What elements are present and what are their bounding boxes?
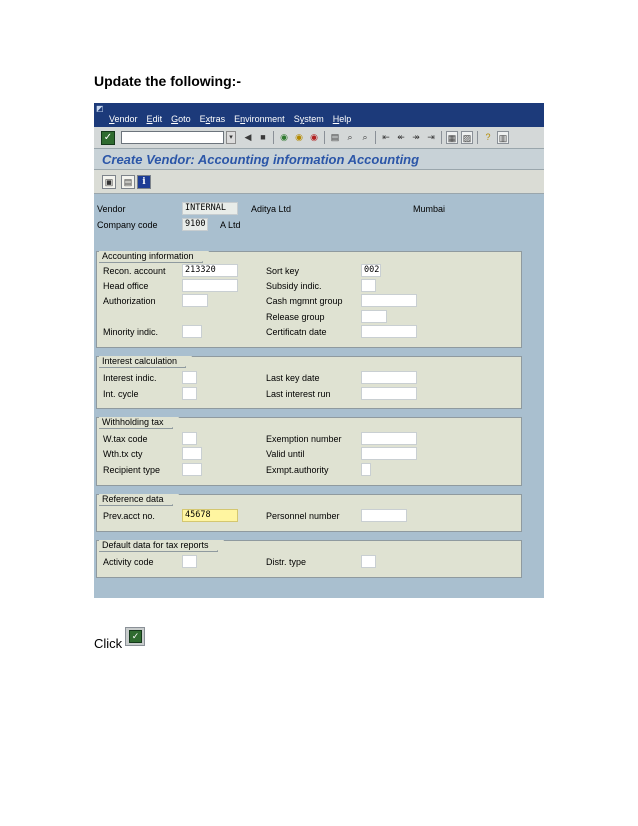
menu-item[interactable] (109, 113, 138, 126)
certificatn-date-input[interactable] (361, 325, 417, 338)
recipient-type-input[interactable] (182, 463, 202, 476)
company-code-field: 9100 (182, 218, 208, 231)
toolbar-divider (324, 131, 325, 144)
menu-item[interactable] (294, 113, 324, 126)
exemption-number-label: Exemption number (266, 434, 342, 444)
last-page-icon[interactable]: ⇥ (427, 132, 435, 142)
exit-icon[interactable]: ◉ (295, 132, 303, 142)
toolbar-divider (273, 131, 274, 144)
distr-type-input[interactable] (361, 555, 376, 568)
reference-data-title: Reference data (99, 494, 173, 506)
distr-type-label: Distr. type (266, 557, 307, 567)
menu-item-text: E (199, 114, 206, 124)
enter-icon[interactable]: ✓ (101, 131, 115, 145)
screen-title: Create Vendor: Accounting information Accounting (102, 152, 420, 167)
menu-item-mnemonic: n (240, 114, 246, 124)
tax-reports-group (96, 540, 522, 578)
personnel-number-input[interactable] (361, 509, 407, 522)
toolbar-divider (441, 131, 442, 144)
back-icon[interactable]: ◉ (280, 132, 288, 142)
menu-items (94, 113, 360, 126)
menu-item[interactable] (200, 113, 226, 126)
help-icon[interactable]: ? (485, 132, 491, 142)
wtax-code-label: W.tax code (103, 434, 148, 444)
menu-item-mnemonic: E (146, 114, 153, 124)
print-icon[interactable]: ▤ (330, 132, 340, 142)
activity-code-input[interactable] (182, 555, 197, 568)
menu-item[interactable] (171, 113, 191, 126)
minority-indic-input[interactable] (182, 325, 202, 338)
menu-item-mnemonic: V (109, 114, 115, 124)
back-arrow-icon[interactable]: ◀ (244, 132, 252, 142)
prev-acct-label: Prev.acct no. (103, 511, 155, 521)
menu-item-text: tras (210, 114, 226, 124)
menu-item[interactable] (147, 113, 163, 126)
accounting-info-title: Accounting information (99, 251, 203, 263)
withholding-tax-title: Withholding tax (99, 417, 173, 429)
menu-item-mnemonic: H (332, 114, 340, 124)
standard-toolbar (94, 127, 544, 149)
release-group-input[interactable] (361, 310, 387, 323)
enter-icon: ✓ (129, 630, 142, 643)
application-toolbar (94, 170, 544, 194)
exemption-number-input[interactable] (361, 432, 417, 445)
company-code-label: Company code (97, 220, 158, 230)
interest-indic-label: Interest indic. (103, 373, 157, 383)
exmpt-authority-input[interactable] (361, 463, 371, 476)
toolbar-divider (477, 131, 478, 144)
subsidy-indic-input[interactable] (361, 279, 376, 292)
wth-country-input[interactable] (182, 447, 202, 460)
menu-item-text: S (293, 114, 300, 124)
head-office-label: Head office (103, 281, 149, 291)
layout-icon[interactable]: ▥ (498, 133, 508, 143)
activity-code-label: Activity code (103, 557, 154, 567)
certificatn-date-label: Certificatn date (266, 327, 327, 337)
recon-account-label: Recon. account (103, 266, 166, 276)
find-next-icon[interactable]: ⌕ (362, 132, 368, 142)
save-icon[interactable]: ■ (260, 132, 266, 142)
menu-item-text: elp (339, 114, 352, 124)
recon-account-input[interactable]: 213320 (182, 264, 238, 277)
menu-item-text: endor (114, 114, 138, 124)
click-instruction: Click (94, 636, 123, 651)
menu-item-mnemonic: x (205, 114, 211, 124)
prev-acct-input[interactable]: 45678 (182, 509, 238, 522)
authorization-label: Authorization (103, 296, 156, 306)
document-icon[interactable]: ▤ (121, 175, 135, 189)
last-key-date-label: Last key date (266, 373, 320, 383)
sap-window (94, 103, 544, 598)
document-heading: Update the following:- (94, 73, 241, 89)
menu-bar (94, 103, 544, 127)
vendor-city: Mumbai (413, 204, 446, 214)
personnel-number-label: Personnel number (266, 511, 340, 521)
cash-mgmt-group-label: Cash mgmnt group (266, 296, 343, 306)
menu-item-text: E (234, 114, 241, 124)
authorization-input[interactable] (182, 294, 208, 307)
vendor-name: Aditya Ltd (251, 204, 292, 214)
tax-reports-title: Default data for tax reports (99, 540, 218, 552)
int-cycle-label: Int. cycle (103, 389, 139, 399)
first-page-icon[interactable]: ⇤ (382, 132, 390, 142)
menu-item-mnemonic: G (171, 114, 179, 124)
shortcut-icon[interactable]: ▨ (462, 133, 472, 143)
recipient-type-label: Recipient type (103, 465, 161, 475)
menu-item-text: stem (304, 114, 324, 124)
toolbar-icons (242, 131, 512, 144)
vendor-label: Vendor (97, 204, 126, 214)
new-session-icon[interactable]: ▦ (447, 133, 457, 143)
last-interest-run-input[interactable] (361, 387, 417, 400)
menu-item-text: oto (178, 114, 191, 124)
interest-calc-title: Interest calculation (99, 356, 186, 368)
command-field[interactable] (121, 131, 224, 144)
release-group-label: Release group (266, 312, 325, 322)
wtax-code-input[interactable] (182, 432, 197, 445)
int-cycle-input[interactable] (182, 387, 197, 400)
subsidy-indic-label: Subsidy indic. (266, 281, 322, 291)
vendor-field: INTERNAL (182, 202, 238, 215)
prev-page-icon[interactable]: ↞ (397, 132, 405, 142)
system-icon[interactable]: ◩ (96, 104, 104, 113)
menu-item[interactable] (234, 113, 285, 126)
head-office-input[interactable] (182, 279, 238, 292)
valid-until-input[interactable] (361, 447, 417, 460)
menu-item[interactable] (333, 113, 352, 126)
last-interest-run-label: Last interest run (266, 389, 331, 399)
vendor-address-icon[interactable]: ▣ (102, 175, 116, 189)
exmpt-authority-label: Exmpt.authority (266, 465, 329, 475)
menu-item-mnemonic: y (299, 114, 305, 124)
title-bar (94, 149, 544, 170)
sort-key-input[interactable]: 002 (361, 264, 381, 277)
wth-country-label: Wth.tx cty (103, 449, 143, 459)
sort-key-label: Sort key (266, 266, 300, 276)
next-page-icon[interactable]: ↠ (412, 132, 420, 142)
toolbar-divider (375, 131, 376, 144)
enter-button[interactable] (125, 627, 145, 646)
menu-item-text: dit (152, 114, 163, 124)
dropdown-icon[interactable]: ▾ (226, 131, 236, 144)
menu-item-text: vironment (245, 114, 285, 124)
find-icon[interactable]: ⌕ (347, 132, 353, 142)
minority-indic-label: Minority indic. (103, 327, 159, 337)
cancel-icon[interactable]: ◉ (310, 132, 318, 142)
valid-until-label: Valid until (266, 449, 305, 459)
last-key-date-input[interactable] (361, 371, 417, 384)
interest-indic-input[interactable] (182, 371, 197, 384)
info-icon[interactable]: i (137, 175, 151, 189)
company-name: A Ltd (220, 220, 241, 230)
cash-mgmt-group-input[interactable] (361, 294, 417, 307)
